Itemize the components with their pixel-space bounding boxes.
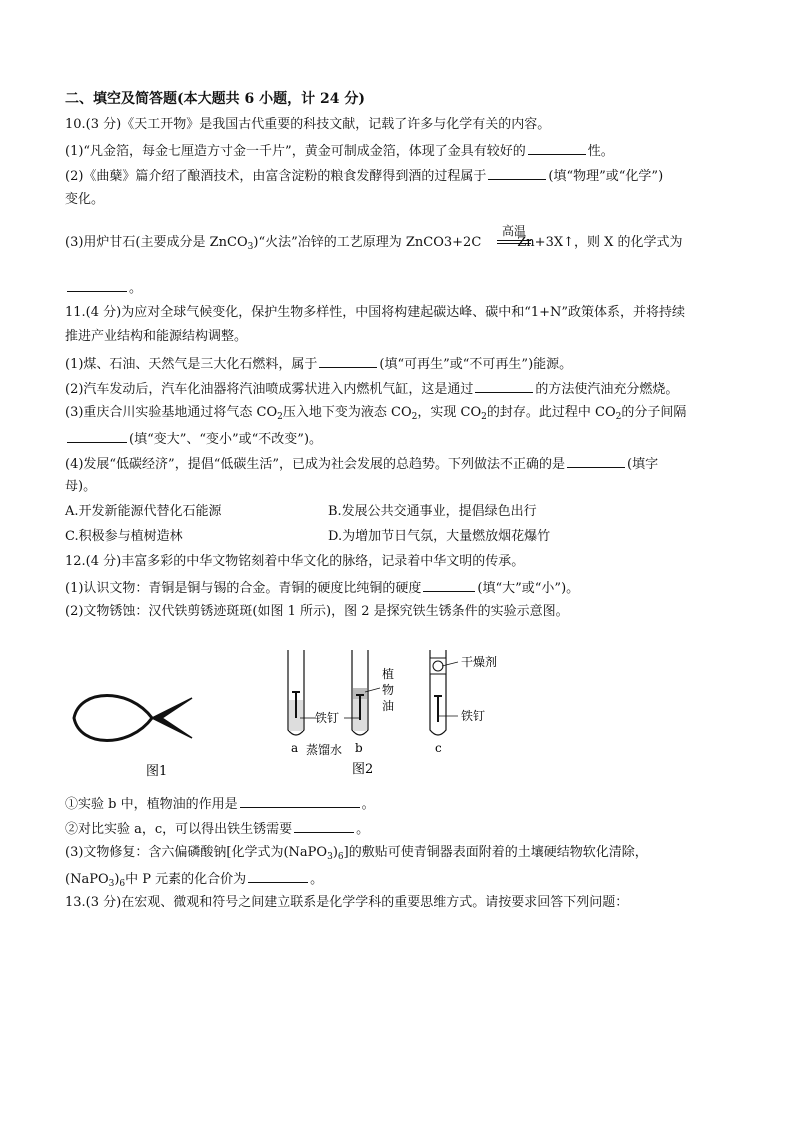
tube-a-label: a: [291, 741, 299, 755]
q11-part1: (1)煤、石油、天然气是三大化石燃料，属于 (填“可再生”或“不可再生”)能源。: [65, 354, 572, 374]
q11-stem-cont: 推进产业结构和能源结构调整。: [65, 329, 248, 344]
q10-part3-answer: 。: [65, 278, 142, 298]
q11-part3: (3)重庆合川实验基地通过将气态 $CO_2$压入地下变为液态 $CO_2$，实现 $CO_2$的封存。此过程中 $CO_2$的分子间隔: [65, 405, 687, 422]
section-title: 二、填空及简答题(本大题共 6 小题，计 24 分): [65, 91, 365, 107]
iron-nail-label-c: 铁钉: [461, 709, 486, 723]
q11-option-a[interactable]: A.开发新能源代替化石能源: [65, 504, 222, 519]
q11-part3-cont: (填“变大”、“变小”或“不改变”)。: [65, 429, 322, 449]
desiccant-label: 干燥剂: [461, 655, 498, 669]
tube-b-label: b: [355, 741, 363, 755]
q10-part2-cont: 变化。: [65, 192, 105, 207]
q13-stem: 13.(3 分)在宏观、微观和符号之间建立联系是化学学科的重要思维方式。请按要求回答下列问题：: [65, 895, 629, 910]
answer-blank[interactable]: [67, 429, 127, 443]
answer-blank[interactable]: [248, 869, 308, 883]
q12-sub1: ①实验 b 中，植物油的作用是 。: [65, 794, 375, 814]
vegetable-oil-label-1: 植: [382, 667, 395, 681]
q10-part2: (2)《曲蘖》篇介绍了酿酒技术，由富含淀粉的粮食发酵得到酒的过程属于 (填“物理”或“化学”): [65, 166, 663, 186]
q12-part2: (2)文物锈蚀：汉代铁剪锈迹斑斑(如图 1 所示)，图 2 是探究铁生锈条件的实验示意图。: [65, 604, 569, 619]
q11-part4-cont: 母)。: [65, 479, 97, 494]
q11-option-c[interactable]: C.积极参与植树造林: [65, 529, 183, 544]
answer-blank[interactable]: [567, 454, 625, 468]
q12-sub2: ②对比实验 a，c，可以得出铁生锈需要 。: [65, 819, 369, 839]
equation-bar: [497, 240, 531, 241]
vegetable-oil-label-3: 油: [382, 699, 395, 713]
q11-option-b[interactable]: B.发展公共交通事业，提倡绿色出行: [328, 504, 537, 519]
figure-area: [60, 640, 520, 780]
test-tube-a: [288, 650, 304, 735]
test-tube-b: [352, 650, 368, 735]
q11-part2: (2)汽车发动后，汽车化油器将汽油喷成雾状进入内燃机气缸，这是通过 的方法使汽油充分燃烧。: [65, 379, 678, 399]
vegetable-oil-label-2: 物: [382, 683, 395, 697]
answer-blank[interactable]: [319, 354, 377, 368]
equation-bar: [497, 243, 531, 244]
q10-part3: (3)用炉甘石(主要成分是 ZnCO$_3$)“火法”冶锌的工艺原理为 ZnCO3+2C Zn+3X↑，则 X 的化学式为: [65, 235, 683, 252]
test-tube-c: [430, 650, 446, 735]
figure2-caption: 图2: [352, 762, 374, 777]
q12-part1: (1)认识文物：青铜是铜与锡的合金。青铜的硬度比纯铜的硬度 (填“大”或“小”)。: [65, 578, 579, 598]
reaction-condition: 高温: [501, 224, 526, 238]
answer-blank[interactable]: [528, 141, 586, 155]
q12-part3: (3)文物修复：含六偏磷酸钠[化学式为$(NaPO_3)_6$]的敷贴可使青铜器表面附着的土壤硬结物软化清除，: [65, 845, 648, 862]
q11-stem: 11.(4 分)为应对全球气候变化，保护生物多样性，中国将构建起碳达峰、碳中和“1+N”政策体系，并将持续: [65, 305, 686, 320]
q10-part1: (1)“凡金箔，每金七厘造方寸金一千片”，黄金可制成金箔，体现了金具有较好的 性。: [65, 141, 614, 161]
tube-c-label: c: [435, 741, 442, 755]
answer-blank[interactable]: [423, 578, 475, 592]
answer-blank[interactable]: [67, 278, 127, 292]
answer-blank[interactable]: [475, 379, 533, 393]
q11-part4: (4)发展“低碳经济”，提倡“低碳生活”，已成为社会发展的总趋势。下列做法不正确的是 (填字: [65, 454, 658, 474]
answer-blank[interactable]: [240, 794, 360, 808]
q11-option-d[interactable]: D.为增加节日气氛，大量燃放烟花爆竹: [328, 529, 551, 544]
distilled-water-label: 蒸馏水: [306, 743, 343, 757]
iron-nail-label: 铁钉: [315, 711, 340, 725]
iron-scissors-image: [74, 696, 192, 741]
answer-blank[interactable]: [294, 819, 354, 833]
figure1-caption: 图1: [146, 764, 168, 779]
q12-part3-cont: $(NaPO_3)_6$中 P 元素的化合价为 。: [65, 869, 323, 889]
q10-stem: 10.(3 分)《天工开物》是我国古代重要的科技文献，记载了许多与化学有关的内容。: [65, 117, 551, 132]
answer-blank[interactable]: [488, 166, 546, 180]
q12-stem: 12.(4 分)丰富多彩的中华文物铭刻着中华文化的脉络，记录着中华文明的传承。: [65, 554, 525, 569]
